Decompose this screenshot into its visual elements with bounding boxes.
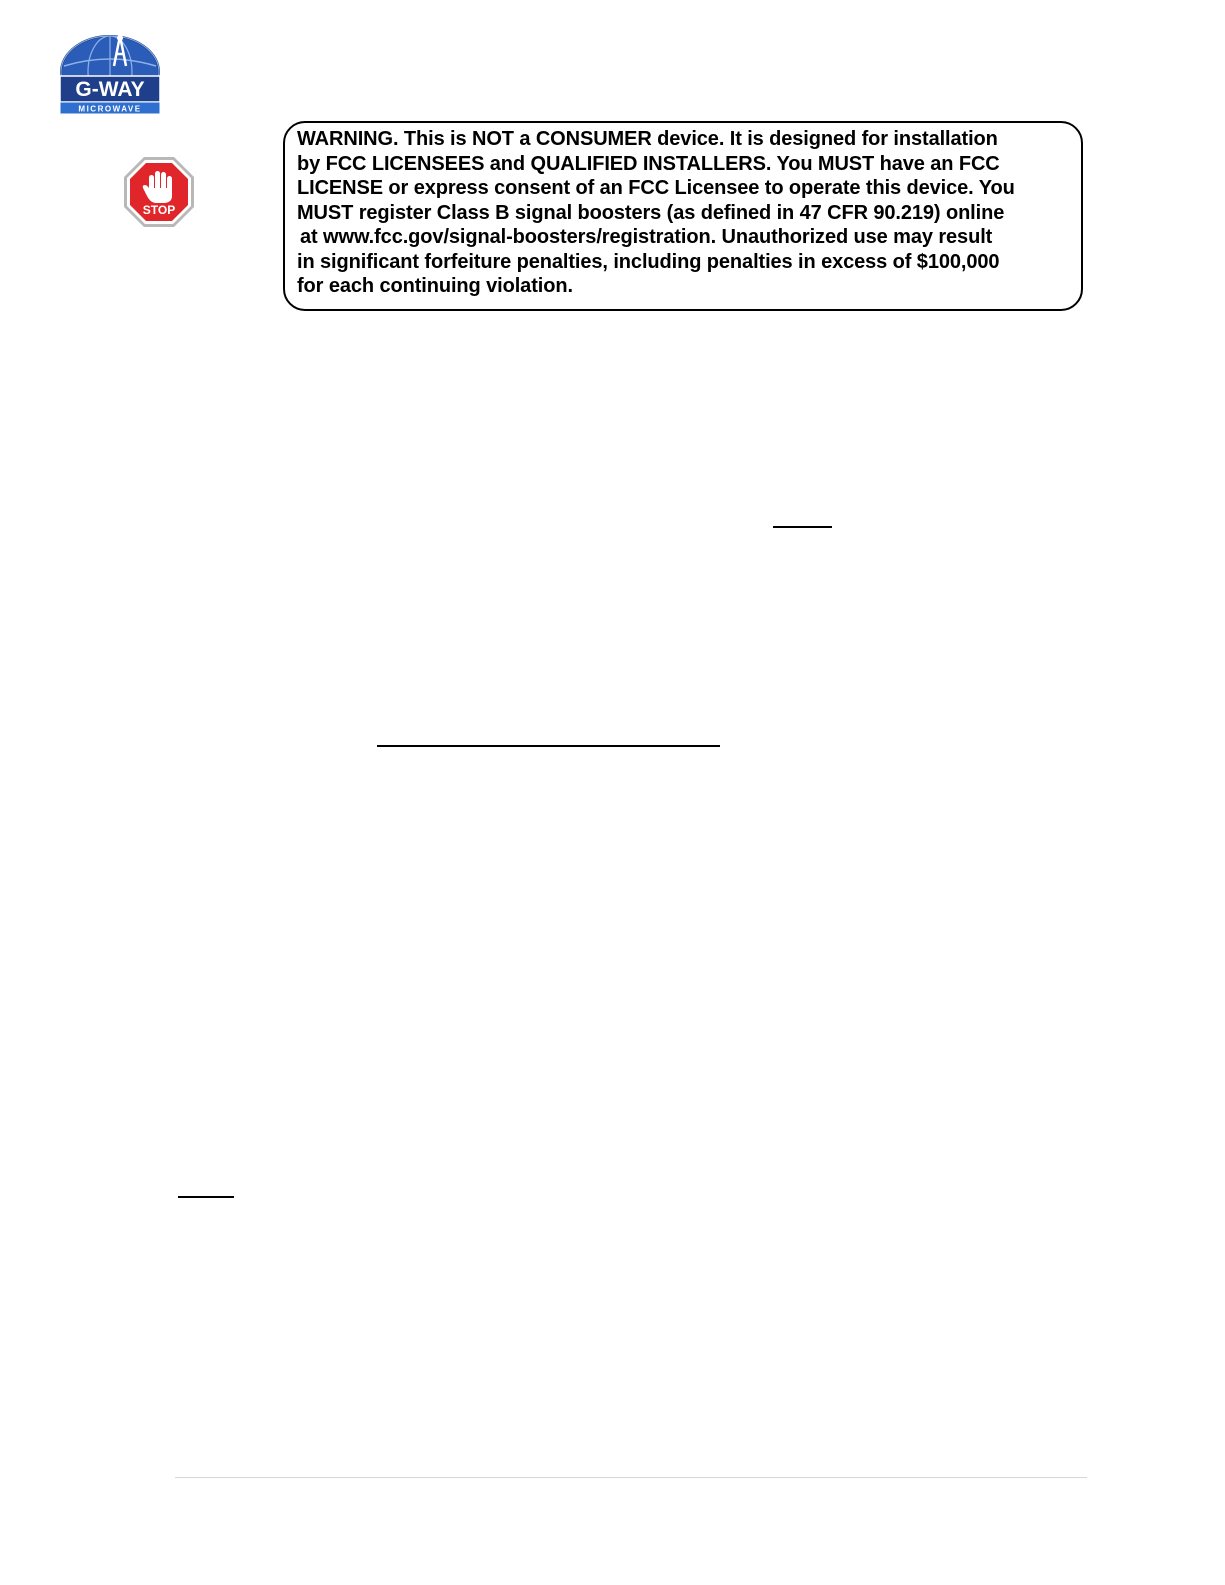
footer-divider [175, 1477, 1087, 1478]
warning-line: by FCC LICENSEES and QUALIFIED INSTALLERS. You MUST have an FCC [297, 152, 1000, 175]
stop-hand-icon [123, 156, 195, 228]
warning-line: LICENSE or express consent of an FCC Licensee to operate this device. You [297, 177, 1015, 199]
logo-brand-text: G-WAY [75, 78, 145, 101]
logo-sub-text: MICROWAVE [78, 104, 142, 114]
stop-label: STOP [142, 203, 176, 217]
fcc-warning-box [283, 121, 1083, 311]
warning-line: in significant forfeiture penalties, including penalties in excess of $100,000 [297, 250, 1000, 273]
underline-rule [178, 1196, 234, 1198]
g-way-microwave-logo [58, 32, 162, 116]
warning-line: WARNING. This is NOT a CONSUMER device. It is designed for installation [297, 128, 998, 150]
warning-line: MUST register Class B signal boosters (as defined in 47 CFR 90.219) online [297, 201, 1005, 224]
underline-rule [377, 745, 720, 747]
warning-line: at www.fcc.gov/signal-boosters/registration. Unauthorized use may result [300, 226, 993, 248]
underline-rule [773, 526, 832, 528]
warning-line: for each continuing violation. [297, 275, 573, 297]
